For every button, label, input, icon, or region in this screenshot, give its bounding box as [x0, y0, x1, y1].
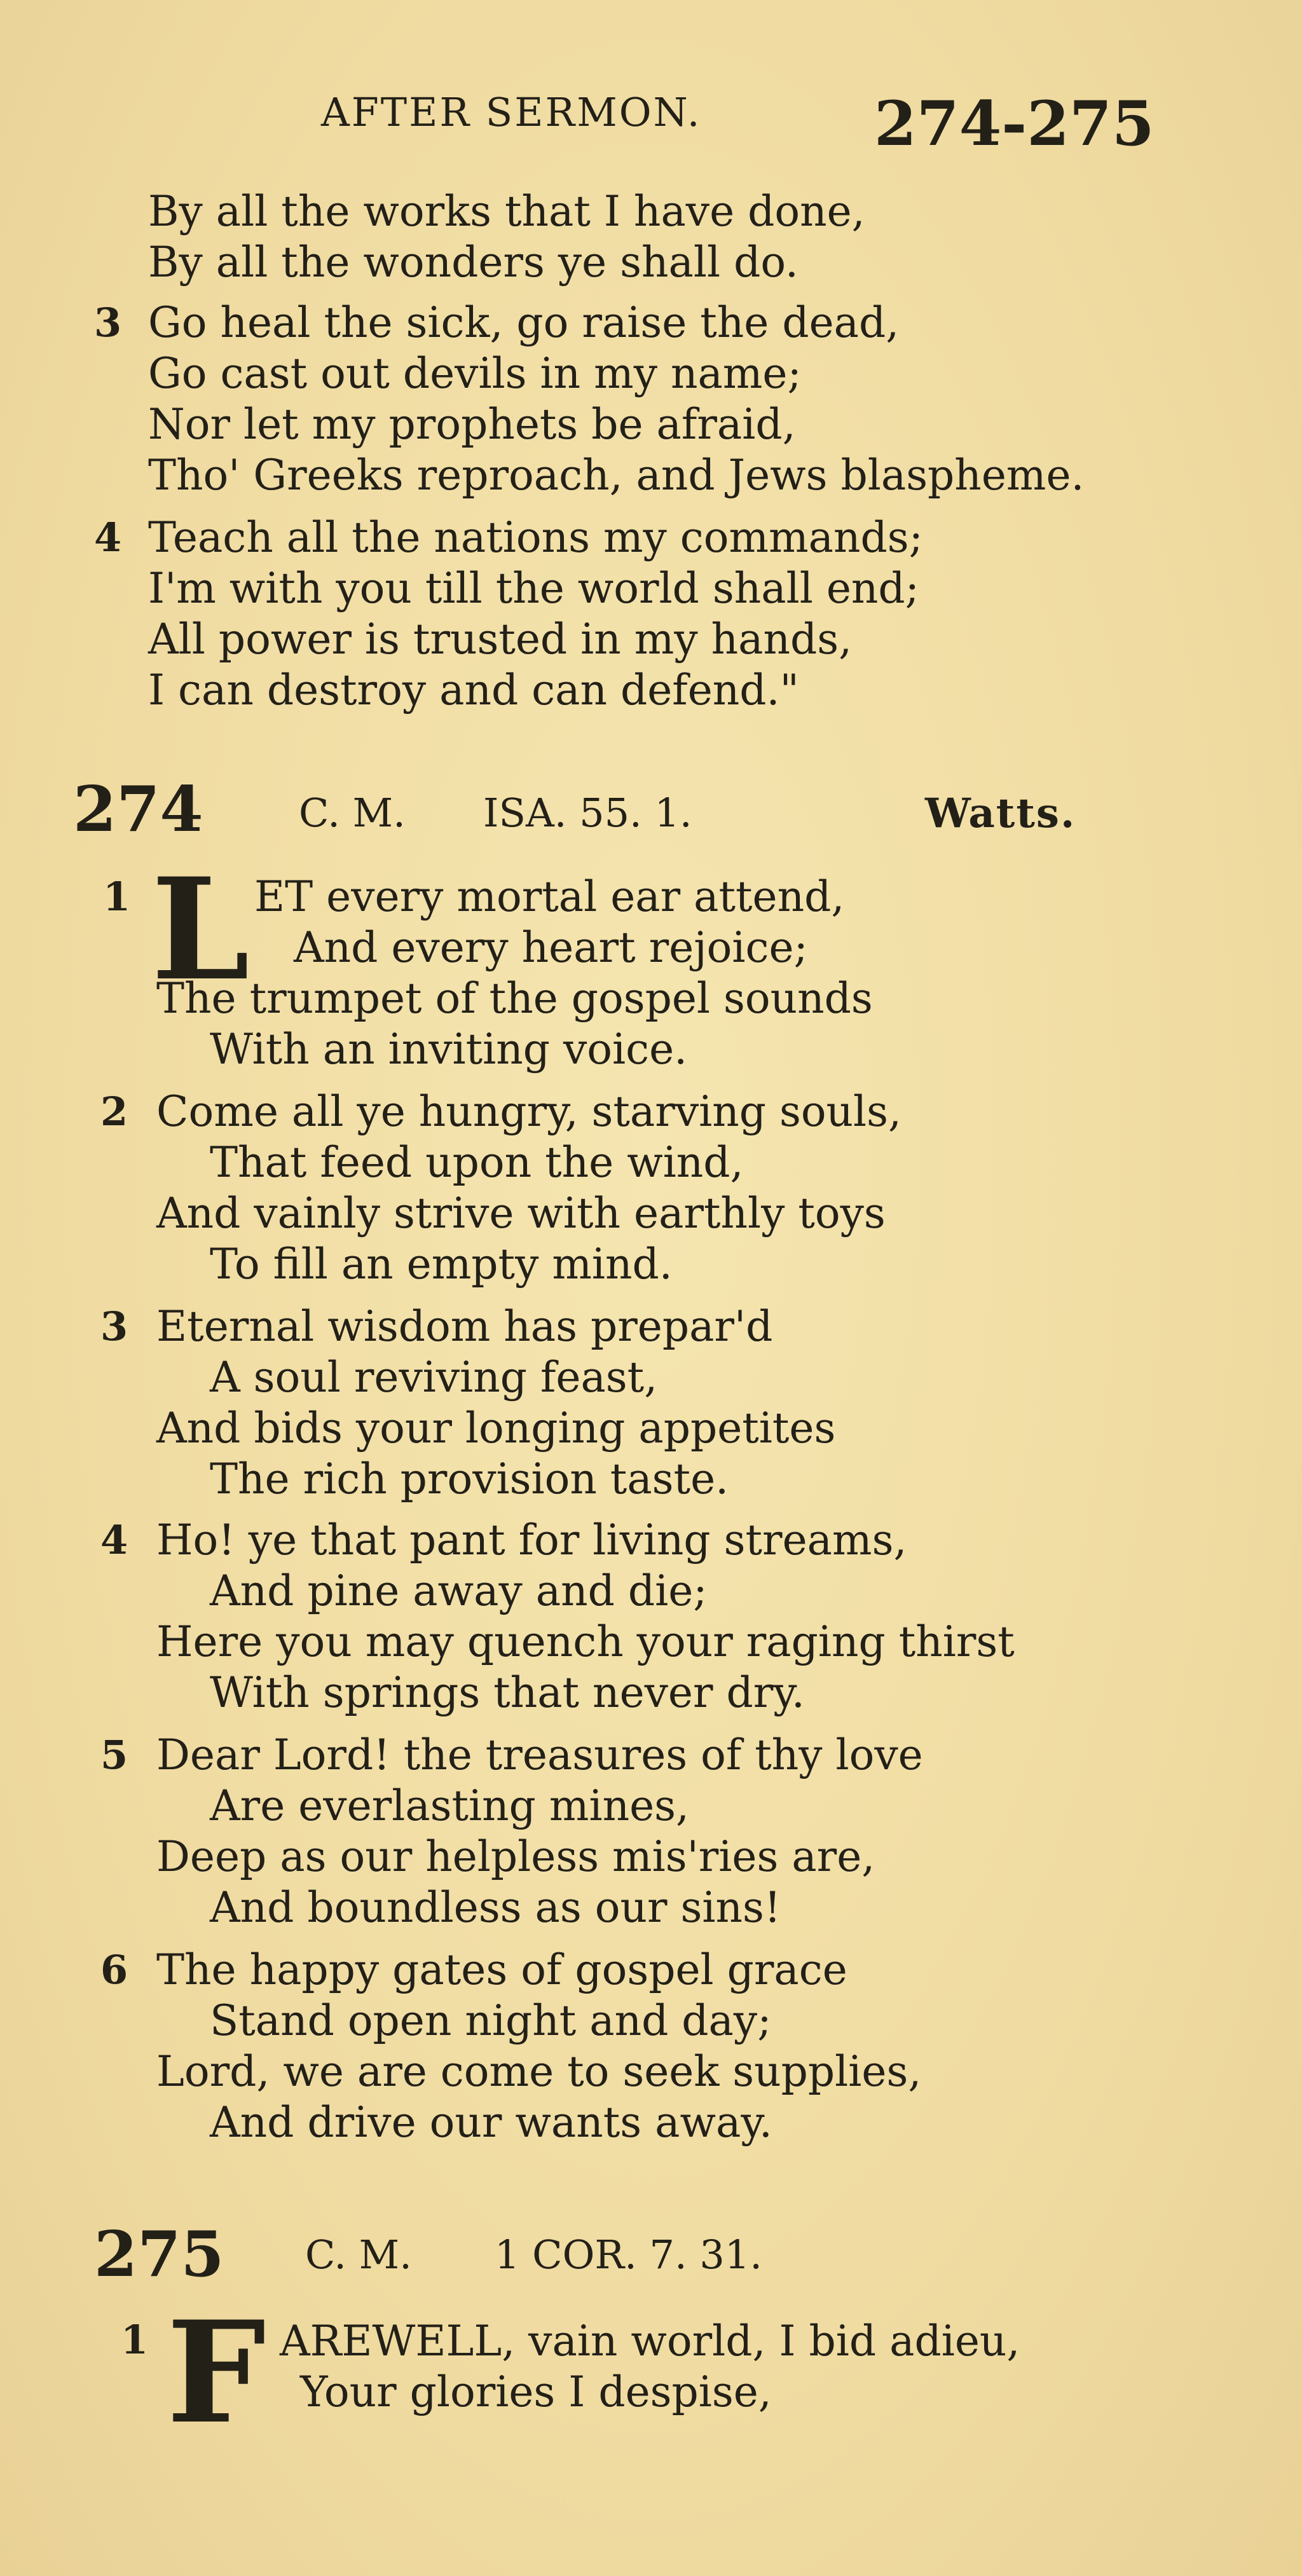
verse-line: Tho' Greeks reproach, and Jews blaspheme. — [148, 451, 1085, 500]
verse-line: The rich provision taste. — [210, 1455, 729, 1504]
verse-line: The happy gates of gospel grace — [156, 1945, 847, 1994]
verse-line: And every heart rejoice; — [294, 923, 808, 972]
verse-line: All power is trusted in my hands, — [148, 615, 853, 664]
verse-line: And pine away and die; — [210, 1566, 708, 1615]
verse-line: And boundless as our sins! — [210, 1883, 781, 1932]
verse-line: Here you may quench your raging thirst — [156, 1617, 1015, 1666]
verse-line: And vainly strive with earthly toys — [156, 1189, 886, 1238]
drop-cap: F — [167, 2290, 266, 2455]
verse-line: Nor let my prophets be afraid, — [148, 400, 796, 449]
verse-number: 4 — [94, 514, 122, 561]
hymn-number: 274 — [73, 773, 203, 846]
running-head: AFTER SERMON. — [321, 89, 702, 135]
verse-line: AREWELL, vain world, I bid adieu, — [280, 2317, 1020, 2366]
scripture-reference: 1 COR. 7. 31. — [495, 2231, 762, 2278]
verse-line: The trumpet of the gospel sounds — [156, 974, 873, 1023]
verse-number: 3 — [94, 299, 122, 346]
verse-line: ET every mortal ear attend, — [254, 872, 845, 921]
verse-number: 4 — [100, 1517, 128, 1563]
verse-line: With an inviting voice. — [210, 1025, 688, 1074]
verse-number: 1 — [121, 2317, 149, 2363]
continuation-line: By all the works that I have done, — [148, 187, 865, 236]
drop-cap: L — [151, 847, 250, 1011]
verse-line: Are everlasting mines, — [210, 1781, 690, 1830]
verse-line: To fill an empty mind. — [210, 1240, 673, 1289]
verse-line: Ho! ye that pant for living streams, — [156, 1516, 907, 1565]
verse-line: Come all ye hungry, starving souls, — [156, 1087, 902, 1136]
verse-line: Dear Lord! the treasures of thy love — [156, 1730, 923, 1779]
verse-number: 6 — [100, 1947, 128, 1993]
verse-line: Stand open night and day; — [210, 1996, 772, 2045]
verse-number: 1 — [103, 874, 131, 920]
hymn-meter: C. M. — [299, 790, 406, 836]
continuation-line: By all the wonders ye shall do. — [148, 238, 798, 287]
verse-line: A soul reviving feast, — [210, 1353, 658, 1402]
verse-line: Deep as our helpless mis'ries are, — [156, 1832, 875, 1881]
verse-number: 2 — [100, 1088, 128, 1135]
verse-line: Eternal wisdom has prepar'd — [156, 1302, 773, 1351]
verse-number: 3 — [100, 1303, 128, 1350]
verse-line: And drive our wants away. — [210, 2098, 772, 2147]
verse-line: I'm with you till the world shall end; — [148, 564, 919, 613]
verse-number: 5 — [100, 1732, 128, 1778]
hymn-meter: C. M. — [305, 2231, 412, 2278]
hymn-number: 275 — [94, 2218, 224, 2291]
verse-line: With springs that never dry. — [210, 1668, 805, 1717]
verse-line: Go cast out devils in my name; — [148, 349, 802, 398]
verse-line: That feed upon the wind, — [210, 1138, 744, 1187]
verse-line: Your glories I despise, — [300, 2367, 772, 2416]
page-range: 274-275 — [874, 88, 1155, 160]
verse-line: And bids your longing appetites — [156, 1404, 836, 1453]
verse-line: Lord, we are come to seek supplies, — [156, 2047, 922, 2096]
verse-line: Go heal the sick, go raise the dead, — [148, 298, 900, 347]
scripture-reference: ISA. 55. 1. — [483, 790, 692, 836]
hymn-author: Watts. — [925, 790, 1076, 837]
verse-line: I can destroy and can defend." — [148, 666, 799, 715]
verse-line: Teach all the nations my commands; — [148, 513, 923, 562]
